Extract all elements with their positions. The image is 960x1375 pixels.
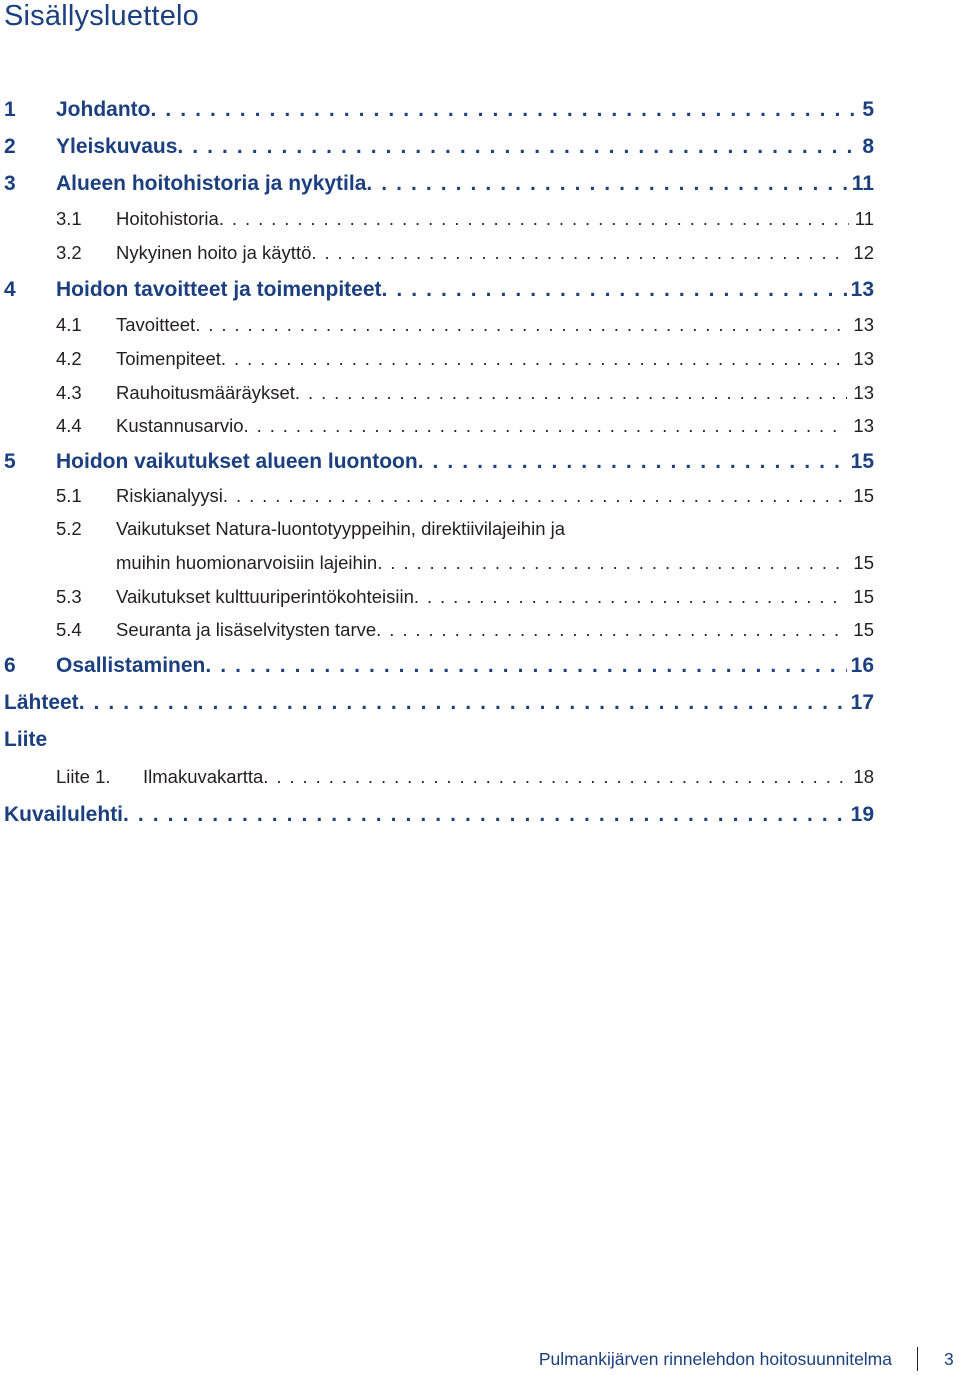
toc-entry-vaikutukset-natura-cont[interactable] bbox=[0, 552, 874, 574]
toc-label: Hoitohistoria bbox=[116, 208, 219, 229]
toc-entry-hoidon-tavoitteet[interactable] bbox=[0, 278, 874, 302]
toc-number: 3.2 bbox=[56, 242, 82, 263]
toc-page: 13 bbox=[853, 415, 874, 436]
toc-number: 2 bbox=[4, 135, 16, 158]
toc-leader bbox=[123, 803, 847, 827]
toc-entry-alueen-hoitohistoria[interactable] bbox=[0, 172, 874, 196]
toc-label: Liite bbox=[4, 728, 48, 751]
toc-number: 5.1 bbox=[56, 485, 82, 506]
toc-number: 4.1 bbox=[56, 314, 82, 335]
toc-number: 5.4 bbox=[56, 619, 82, 640]
toc-entry-riskianalyysi[interactable] bbox=[0, 485, 874, 507]
toc-entry-vaikutukset-natura[interactable] bbox=[0, 518, 874, 540]
toc-label: Tavoitteet bbox=[116, 314, 196, 335]
toc-number: 1 bbox=[4, 98, 16, 121]
toc-entry-nykyinen-hoito[interactable] bbox=[0, 242, 874, 264]
toc-leader bbox=[79, 691, 847, 715]
toc-leader bbox=[219, 208, 849, 230]
toc-entry-rauhoitusmaaraykset[interactable] bbox=[0, 382, 874, 404]
toc-label: Alueen hoitohistoria ja nykytila bbox=[56, 172, 367, 195]
toc-label: Vaikutukset kulttuuriperintökohteisiin bbox=[116, 586, 414, 607]
footer-document-title: Pulmankijärven rinnelehdon hoitosuunnitelma bbox=[538, 1349, 892, 1369]
footer-separator bbox=[917, 1347, 918, 1371]
toc-label: Riskianalyysi bbox=[116, 485, 223, 506]
toc-leader bbox=[223, 485, 848, 507]
toc-page: 15 bbox=[853, 552, 874, 573]
toc-leader bbox=[151, 98, 859, 122]
toc-number: 6 bbox=[4, 654, 16, 677]
toc-label: Ilmakuvakartta bbox=[143, 766, 264, 787]
toc-label: Toimenpiteet bbox=[116, 348, 221, 369]
toc-page: 13 bbox=[853, 348, 874, 369]
toc-entry-hoidon-vaikutukset[interactable] bbox=[0, 450, 874, 474]
toc-number: Liite 1. bbox=[56, 766, 111, 787]
toc-entry-tavoitteet[interactable] bbox=[0, 314, 874, 336]
toc-entry-toimenpiteet[interactable] bbox=[0, 348, 874, 370]
toc-number: 4.4 bbox=[56, 415, 82, 436]
toc-leader bbox=[205, 654, 846, 678]
toc-page: 8 bbox=[862, 135, 874, 158]
toc-page: 11 bbox=[851, 172, 874, 195]
toc-label: Yleiskuvaus bbox=[56, 135, 178, 158]
toc-entry-kustannusarvio[interactable] bbox=[0, 415, 874, 437]
toc-label: Seuranta ja lisäselvitysten tarve bbox=[116, 619, 377, 640]
toc-page: 11 bbox=[854, 208, 874, 229]
toc-leader bbox=[382, 278, 847, 302]
toc-entry-liite-1[interactable] bbox=[0, 766, 874, 788]
toc-leader bbox=[263, 766, 847, 788]
toc-label: Hoidon vaikutukset alueen luontoon bbox=[56, 450, 418, 473]
toc-leader bbox=[418, 450, 847, 474]
toc-label: Kustannusarvio bbox=[116, 415, 244, 436]
toc-leader bbox=[295, 382, 848, 404]
toc-page: 19 bbox=[850, 803, 874, 826]
toc-page: 13 bbox=[853, 314, 874, 335]
toc-label: Johdanto bbox=[56, 98, 151, 121]
toc-leader bbox=[377, 552, 847, 574]
toc-number: 3.1 bbox=[56, 208, 82, 229]
page-title: Sisällysluettelo bbox=[4, 0, 200, 32]
toc-entry-yleiskuvaus[interactable] bbox=[0, 135, 874, 159]
toc-label: Vaikutukset Natura-luontotyyppeihin, direktiivilajeihin ja bbox=[116, 518, 566, 539]
toc-label: Hoidon tavoitteet ja toimenpiteet bbox=[56, 278, 382, 301]
toc-entry-johdanto[interactable] bbox=[0, 98, 874, 122]
toc-entry-seuranta[interactable] bbox=[0, 619, 874, 641]
toc-leader bbox=[311, 242, 847, 264]
toc-page: 15 bbox=[853, 485, 874, 506]
toc-leader bbox=[376, 619, 847, 641]
toc-number: 5.3 bbox=[56, 586, 82, 607]
toc-page: 15 bbox=[850, 450, 874, 473]
toc-leader bbox=[195, 314, 847, 336]
toc-entry-osallistaminen[interactable] bbox=[0, 654, 874, 678]
toc-page: 18 bbox=[853, 766, 874, 787]
toc-label: Nykyinen hoito ja käyttö bbox=[116, 242, 312, 263]
toc-page: 12 bbox=[853, 242, 874, 263]
toc-page: 15 bbox=[853, 619, 874, 640]
toc-number: 5 bbox=[4, 450, 16, 473]
toc-page: 15 bbox=[853, 586, 874, 607]
toc-entry-liite-heading bbox=[0, 728, 878, 752]
toc-number: 5.2 bbox=[56, 518, 82, 539]
toc-page: 13 bbox=[850, 278, 874, 301]
toc-entry-kulttuuriperinto[interactable] bbox=[0, 586, 874, 608]
toc-label: Osallistaminen bbox=[56, 654, 206, 677]
toc-leader bbox=[244, 415, 848, 437]
toc-leader bbox=[177, 135, 858, 159]
toc-entry-hoitohistoria[interactable] bbox=[0, 208, 874, 230]
toc-page: 5 bbox=[862, 98, 874, 121]
footer-page-number: 3 bbox=[944, 1349, 954, 1369]
page-footer bbox=[0, 1347, 960, 1375]
toc-label: Lähteet bbox=[4, 691, 79, 714]
toc-number: 4.2 bbox=[56, 348, 82, 369]
toc-leader bbox=[221, 348, 848, 370]
toc-entry-kuvailulehti[interactable] bbox=[0, 803, 874, 827]
toc-number: 3 bbox=[4, 172, 16, 195]
toc-number: 4.3 bbox=[56, 382, 82, 403]
toc-leader bbox=[366, 172, 847, 196]
toc-label-continued: muihin huomionarvoisiin lajeihin bbox=[116, 552, 378, 573]
toc-label: Rauhoitusmääräykset bbox=[116, 382, 295, 403]
toc-number: 4 bbox=[4, 278, 16, 301]
toc-page: 17 bbox=[850, 691, 874, 714]
toc-label: Kuvailulehti bbox=[4, 803, 124, 826]
toc-entry-lahteet[interactable] bbox=[0, 691, 874, 715]
toc-page: 13 bbox=[853, 382, 874, 403]
toc-leader bbox=[414, 586, 848, 608]
toc-page: 16 bbox=[850, 654, 874, 677]
